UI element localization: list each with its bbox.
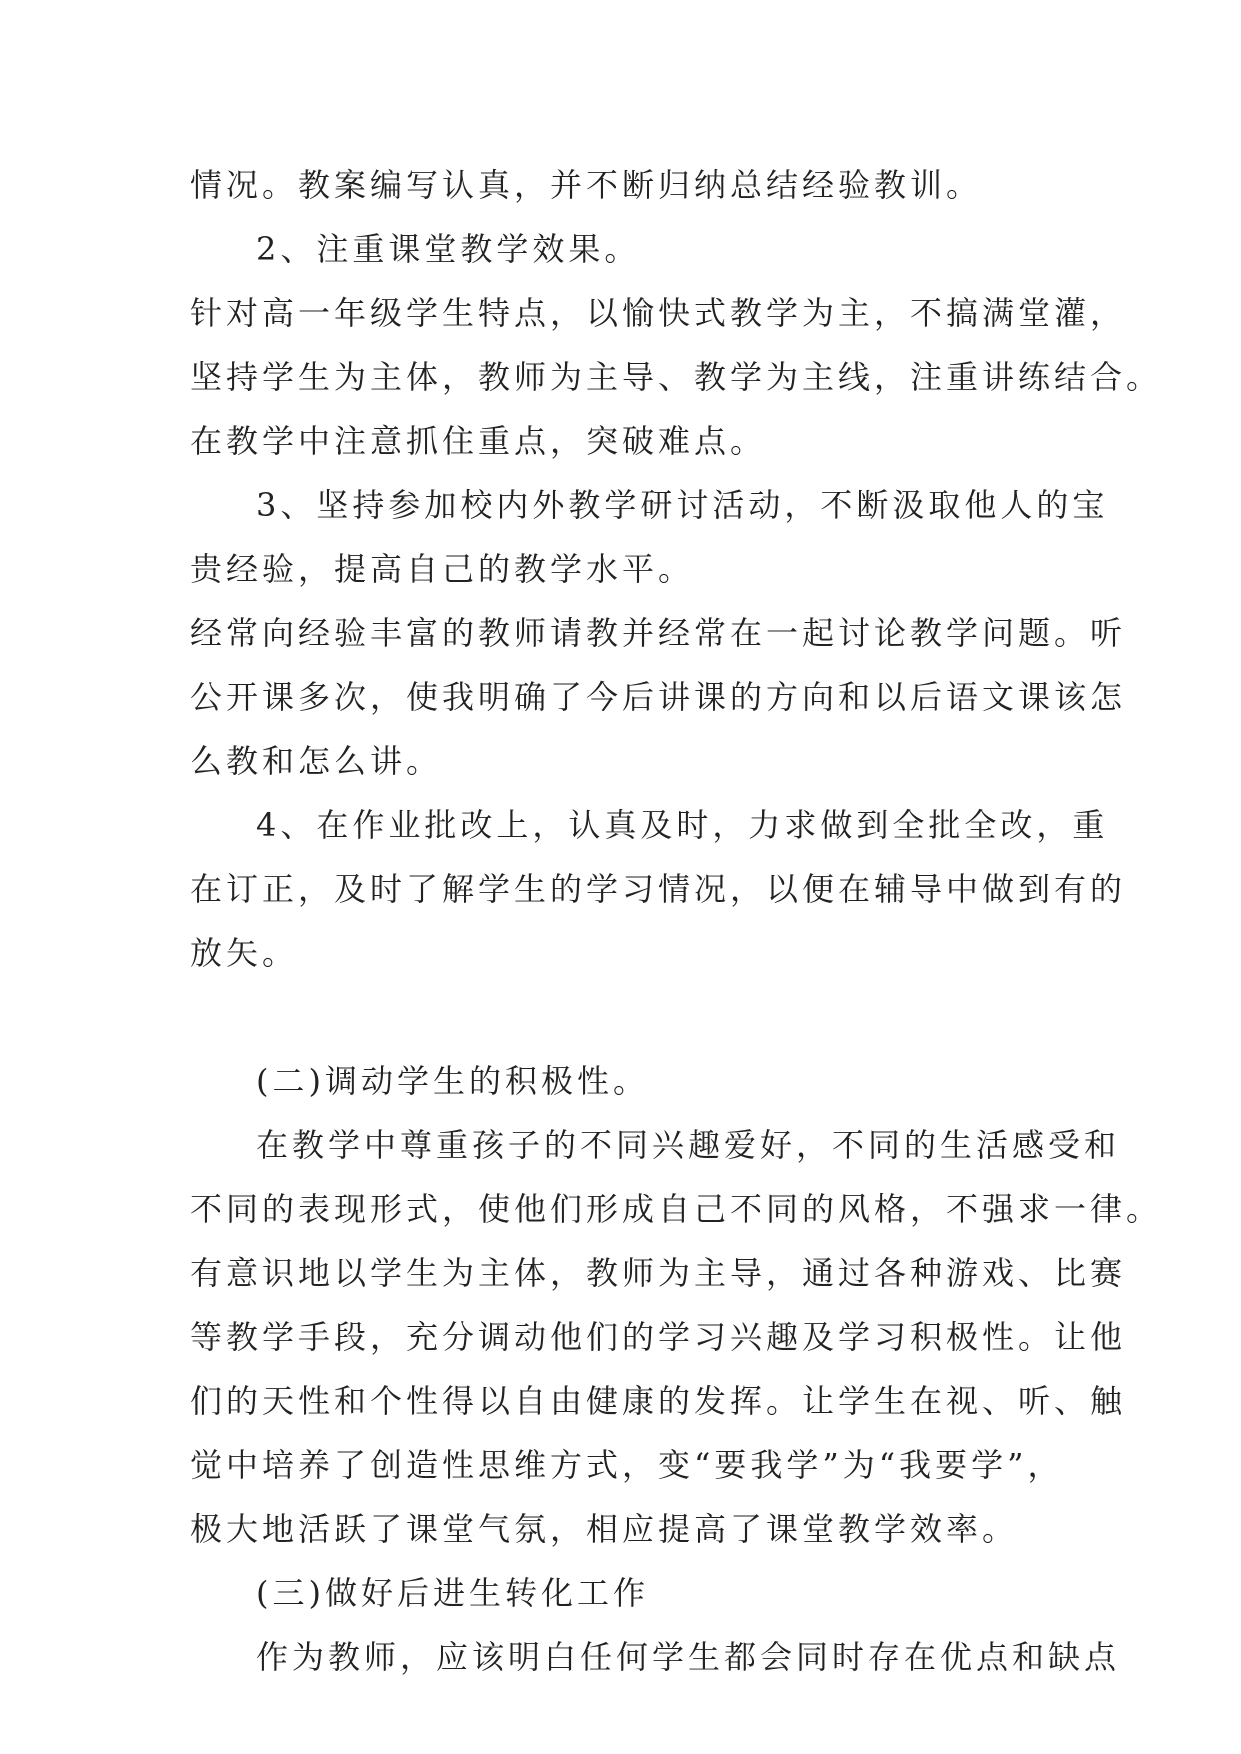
text-line: 极大地活跃了课堂气氛，相应提高了课堂教学效率。	[190, 1510, 1019, 1548]
text-line: 在教学中注意抓住重点，突破难点。	[190, 422, 767, 460]
text-line: 们的天性和个性得以自由健康的发挥。让学生在视、听、触	[190, 1382, 1127, 1420]
paragraph-start: 在教学中尊重孩子的不同兴趣爱好，不同的生活感受和	[256, 1126, 1121, 1164]
section-heading-2: (二)调动学生的积极性。	[256, 1062, 649, 1100]
text-line: 针对高一年级学生特点，以愉快式教学为主，不搞满堂灌，	[190, 294, 1127, 332]
text-line: 有意识地以学生为主体，教师为主导，通过各种游戏、比赛	[190, 1254, 1127, 1292]
text-line: 在订正，及时了解学生的学习情况，以便在辅导中做到有的	[190, 870, 1127, 908]
text-line: 觉中培养了创造性思维方式，变“要我学”为“我要学”，	[190, 1446, 1064, 1484]
text-line: 等教学手段，充分调动他们的学习兴趣及学习积极性。让他	[190, 1318, 1127, 1356]
list-heading-3: 3、坚持参加校内外教学研讨活动，不断汲取他人的宝	[256, 486, 1109, 524]
text-line: 么教和怎么讲。	[190, 742, 443, 780]
list-heading-4: 4、在作业批改上，认真及时，力求做到全批全改，重	[256, 806, 1109, 844]
text-line: 放矢。	[190, 934, 299, 972]
text-line: 贵经验，提高自己的教学水平。	[190, 550, 695, 588]
list-heading-2: 2、注重课堂教学效果。	[256, 230, 641, 268]
section-heading-3: (三)做好后进生转化工作	[256, 1574, 649, 1612]
text-line: 经常向经验丰富的教师请教并经常在一起讨论教学问题。听	[190, 614, 1127, 652]
text-line: 公开课多次，使我明确了今后讲课的方向和以后语文课该怎	[190, 678, 1127, 716]
paragraph-start: 作为教师，应该明白任何学生都会同时存在优点和缺点	[256, 1638, 1121, 1676]
text-line: 坚持学生为主体，教师为主导、教学为主线，注重讲练结合。	[190, 358, 1163, 396]
text-line: 情况。教案编写认真，并不断归纳总结经验教训。	[190, 166, 983, 204]
text-line: 不同的表现形式，使他们形成自己不同的风格，不强求一律。	[190, 1190, 1163, 1228]
